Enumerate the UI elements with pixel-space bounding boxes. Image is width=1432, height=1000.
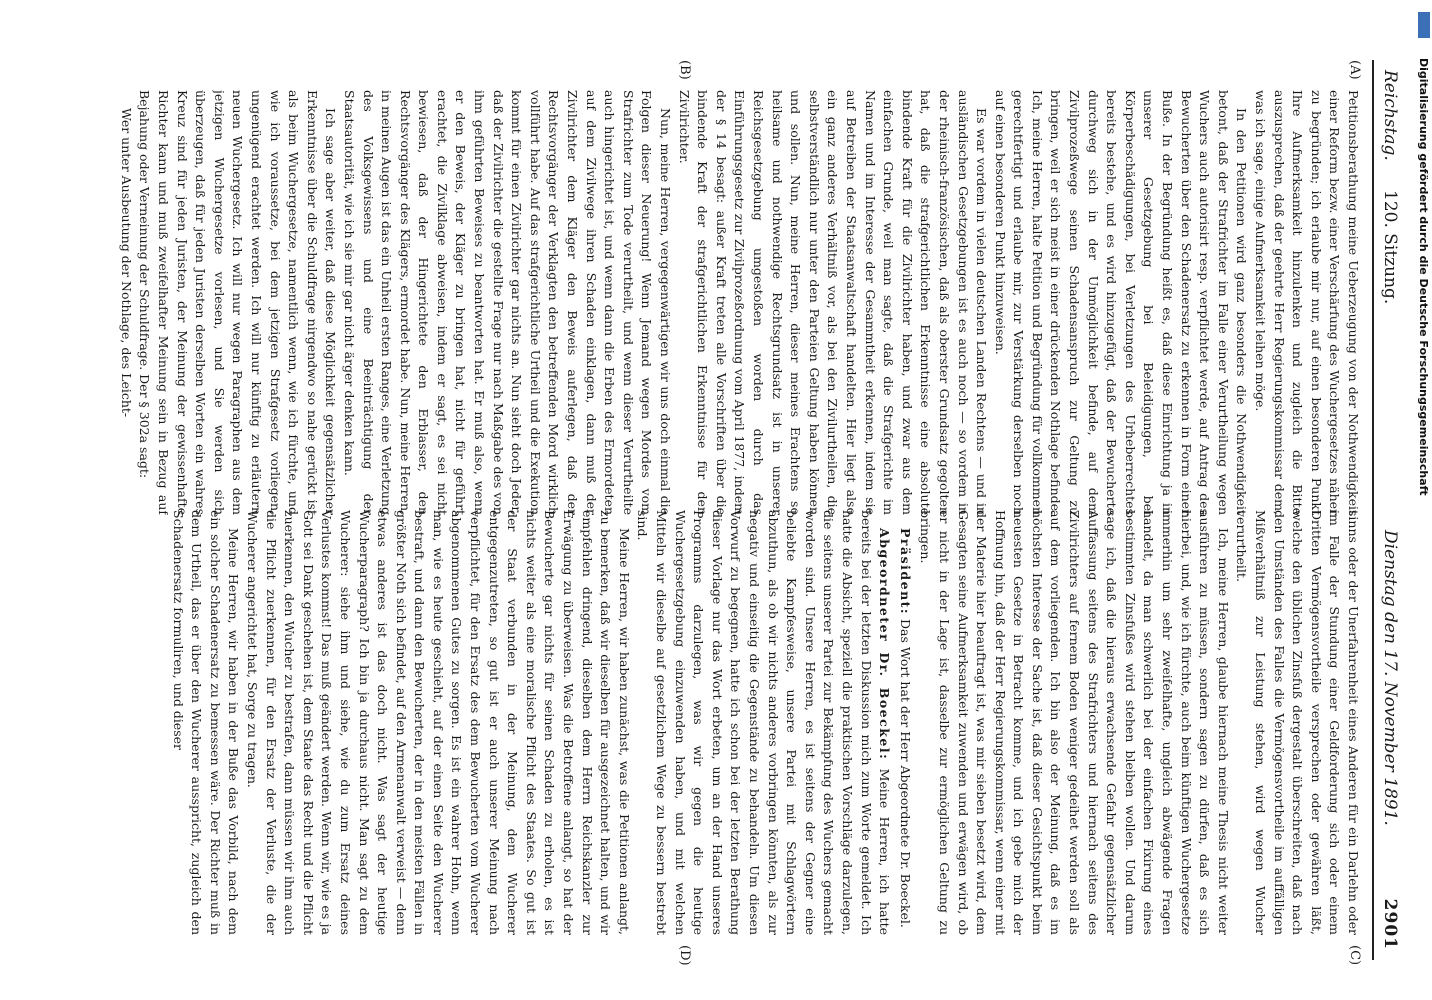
credit-text: Digitalisierung gefördert durch die Deutsche Forschungsgemeinschaft <box>1417 58 1430 496</box>
paragraph-text: Ich sage aber weiter, daß diese Möglichkeit gegensätzlicher Erkenntnisse über die Schuldfrage nirgendwo so nahe gerückt ist als beim Wuchergesetze, namentlich wenn, wie ich fürchte, und wie ich voraussetze, bei dem jetzigen Strafgesetz vorliegen, ungenügend erachtet werden. Ich will nur künftig zu erläutern neuen Wuchergesetz. Ich will nur wegen Paragraphen aus dem jetzigen Wuchergesetze vorlesen, und Sie werden sich überzeugen, daß für jeden Juristen derselben Worten ein wahres Kreuz sind für jeden Juristen, der Meinung der gewissenhafte Richter kann und muß zweifelhafter Meinung sein in Bezug auf Bejahung oder Verneinung der Schuldfrage. Der § 302a sagt: <box>137 90 339 515</box>
margin-mark-d: (D) <box>677 945 692 966</box>
paragraph <box>990 90 1250 515</box>
speaker-name: Präsident: <box>897 528 913 616</box>
paragraph <box>1250 90 1362 515</box>
paragraph <box>242 510 632 935</box>
margin-mark-b: (B) <box>677 60 692 80</box>
left-text-column <box>32 90 1362 515</box>
margin-mark-c: (C) <box>1347 945 1362 966</box>
speaker-name: Abgeordneter Dr. Boeckel: <box>877 528 893 761</box>
paragraph <box>116 90 135 515</box>
header-date: Dienstag den 17. November 1891. <box>1380 530 1400 826</box>
paragraph <box>339 90 674 515</box>
paragraph-text: Meine Herren, wir haben zunächst, was die Petitionen anlangt, zu bemerken, daß wir dieselben für ausgezeichnet halten, und wir empfehlen dringend, dieselben dem Herrn Reichskanzler zur Erwägung zu überweisen. Was die Betroffene anlangt, so hat der Bewucherte gar nichts für seinen Schaden zu erholen, es ist nichts weiter als eine moralische Pflicht des Staates. So gut ist der Staat verbunden in der Meinung, dem Wucherer entgegenzutreten, so gut ist er auch unserer Meinung nach verpflichtet, für den Ersatz des dem Bewucherten vom Wucherer abgenommenen Gutes zu sorgen. Es ist ein wahrer Hohn, wenn man, wie es heute geschieht, auf der einen Seite den Wucherer bestraft, und dann den Bewucherten, der in den meisten Fällen in größter Noth sich befindet, auf den Armenanwalt verweist — denn etwas anderes ist das doch nicht. Was sagt der heutige Wucherparagraph? Ich bin ja durchaus nicht. Man sagt zu dem Wucherer: siehe ihm und siehe, wie du zum Ersatz deines Verlustes kommst! Das muß geändert werden. Wenn wir, wie es ja Gott sei Dank geschehen ist, dem Staate das Recht und die Pflicht zuerkennen, den Wucher zu bestrafen, dann müssen wir ihm auch die Pflicht zuerkennen, für den Ersatz der Verluste, die der Wucherer angerichtet hat, Sorge zu tragen. <box>244 510 632 935</box>
header-publication: Reichstag. <box>1380 70 1400 161</box>
paragraph-text: Ich, meine Herren, glaube hiernach meine Thesis nicht weiter ausführen zu müssen, sondern sagen zu dürfen, daß es sich hierbei, und, wie ich fürchte, auch beim künftigen Wuchergesetze immerhin um sehr zweifelhafte, ungleich abwägende Fragen handelt, da man schwerlich bei der einfachen Fixirung eines bestimmten Zinsfußes wird stehen bleiben wollen. Und darum sage ich, daß die hieraus erwachsende Gefahr gegensätzlicher Auffassung seitens des Strafrichters und hiernach seitens des Zivilrichters auf fernem Boden weniger gedeihet werden soll als auf dem vorliegenden. Ich bin also der Meinung, daß es im höchsten Interesse der Sache ist, daß dieser Gesichtspunkt beim neuesten Gesetze in Betracht komme, und ich gebe mich der Hoffnung hin, daß der Herr Regierungskommissar, wenn einer mit der Materie hier beauftragt ist, was mir sieben besetzt wird, dem Gesagten seine Aufmerksamkeit zuwenden und erwägen wird, ob er nicht in der Lage ist, dasselbe zur ermöglichen Geltung zu bringen. <box>918 510 1231 935</box>
digitization-credit <box>1416 10 1432 990</box>
paragraph-text: Das Wort hat der Herr Abgeordnete Dr. Boeckel. <box>897 619 913 928</box>
paragraph <box>1232 510 1362 935</box>
paragraph <box>633 510 893 935</box>
page-header <box>1372 60 1402 960</box>
paragraph <box>674 90 990 515</box>
paragraph <box>916 510 1232 935</box>
paragraph <box>135 90 340 515</box>
paragraph-text: sinns oder der Unerfahrenheit eines Anderen für ein Darlehn oder im Falle der Stundung einer Geldforderung sich oder einem Dritten Vermögensvortheile versprechen oder gewähren läßt, welche den üblichen Zinsfuß dergestalt überschreiten, daß nach den Umständen des Falles die Vermögensvortheile im auffälligen Mißverhältniß zur Leistung stehen, wird wegen Wucher verurtheilt. <box>1234 510 1361 935</box>
header-session: 120. Sitzung. <box>1380 190 1400 305</box>
header-page-number: 2901 <box>1380 898 1400 950</box>
paragraph-text: Wer unter Ausbeutung der Nothlage, des Leicht- <box>118 108 134 418</box>
paragraph-text: Es war vordem in vielen deutschen Landen Rechtens — und in ausländischen Gesetzgebungen ist es auch noch — so vordem in der rheinisch-französischen, daß als oberster Grundsatz gegolten hat, daß die strafgerichtlichen Erkenntnisse eine absolute bindende Kraft für die Zivilrichter haben, und zwar aus dem einfachen Grunde, weil man sagte, daß die Strafgerichte im Namen und im Interesse der Gesammtheit erkennen, indem sie auf Betreiben der Staatsanwaltschaft handelten. Hier liegt also ein ganz anderes Verhältniß vor, als bei den Zivilurtheilen, die selbstverständlich nur unter den Parteien Geltung haben können und sollen. Nun, meine Herren, dieser meines Erachtens so heilsame und nothwendige Rechtsgrundsatz ist in unserer Reichsgesetzgebung umgestoßen worden durch das Einführungsgesetz zur Zivilprozeßordnung vom April 1877, indem der § 14 besagt: außer Kraft treten alle Vorschriften über die bindende Kraft der strafgerichtlichen Erkenntnisse für den Zivilrichter. <box>676 90 990 515</box>
paragraph-text: In den Petitionen wird ganz besonders die Nothwendigkeit betont, daß der Strafrichter im Falle einer Verurtheilung wegen Wuchers auch autorisirt resp. verpflichtet werde, auf Antrag des Bewucherten über den Schadenersatz zu erkennen in Form einer Buße. In der Begründung heißt es, daß diese Einrichtung ja in unserer Gesetzgebung bei Beleidigungen, bei Körperbeschädigungen, bei Verletzungen des Urheberrechtes bereits bestehe, und es wird hinzugefügt, daß der Bewucherte durchweg sich in der Unmöglichkeit befinde, auf dem Zivilprozeßwege seinen Schadensanspruch zur Geltung zu bringen, weil er sich meist in einer drückenden Nothlage befinde. Ich, meine Herren, halte Petition und Begründung für vollkommen gerechtfertigt und erlaube mir, zur Verstärkung derselben noch auf einen besonderen Punkt hinzuweisen. <box>992 90 1250 515</box>
paragraph-text: Nun, meine Herren, vergegenwärtigen wir uns doch einmal die Folgen dieser Neuerung! Wenn Jemand wegen Mordes vom Strafrichter zum Tode verurtheilt, und wenn dieser Verurtheilte auch hingerichtet ist, und wenn dann die Erben des Ermordeten auf dem Zivilwege ihren Schaden einklagen, dann muß der Zivilrichter dem Kläger den Beweis auferlegen, daß der Rechtsvorgänger der Verklagten den betreffenden Mord wirklich vollführt habe. Auf das strafgerichtliche Urtheil und die Exekution kommt für einen Zivilrichter gar nichts an. Nun sieht doch Jeder, daß der Zivilrichter die gestellte Frage nur nach Maßgabe des von ihm geführten Beweises zu beantworten hat. Er muß also, wenn er den Beweis, der Kläger zu bringen hat, nicht für geführt erachtet, die Zivilklage abweisen, indem er sagt, es sei nicht bewiesen, daß der Hingerichtete den Erblasser, den Rechtsvorgänger des Klägers, ermordet habe. Nun, meine Herren, in meinen Augen ist das ein Unheil ersten Ranges, eine Verletzung des Volksgewissens und eine Beeinträchtigung der Staatsautorität, wie ich sie mir gar nicht ärger denken kann. <box>341 90 674 515</box>
paragraph-text: Petitionsberathung meine Ueberzeugung von der Nothwendigkeit einer Reform bezw. einer Verschärfung des Wuchergesetzes näher zu begründen; ich erlaube mir nur, auf einen besonderen Punkt Ihre Aufmerksamkeit hinzulenken und zugleich die Bitte auszusprechen, daß der geehrte Herr Regierungskommissar dem, was ich sage, einige Aufmerksamkeit leihen möge. <box>1253 90 1361 515</box>
paragraph <box>895 510 914 935</box>
paragraph <box>168 510 242 935</box>
paragraph-text: Meine Herren, wir haben in der Buße das Vorbild, nach dem ein solcher Schadenersatz zu bemessen wäre. Der Richter muß in dem Urtheil, das er über den Wucherer ausspricht, zugleich den Schadenersatz formuliren, und dieser <box>170 510 242 935</box>
margin-mark-a: (A) <box>1347 60 1362 80</box>
paragraph-text: Meine Herren, ich hatte bereits bei der letzten Diskussion mich zum Worte gemeldet. Ich hatte die Absicht, speziell die praktischen Vorschläge darzulegen, die seitens unserer Partei zur Bekämpfung des Wuchers gemacht worden sind. Unsere Herren, es ist seitens der Gegner eine beliebte Kampfesweise, unsere Partei mit Schlagwörtern abzuthun, als ob wir nichts anderes vorbringen könnten, als zur negativ und einseitig die Gegenstände zu behandeln. Um diesen Vorwurf zu begegnen, hatte ich schon bei der letzten Berathung dieser Vorlage nur das Wort erbeten, um an der Hand unseres Programms darzulegen, was wir gegen die heutige Wuchergesetzgebung einzuwenden haben, und mit welchen Mitteln wir dieselbe auf gesetzlichem Wege zu bessern bestrebt sind. <box>635 510 893 935</box>
right-text-column <box>32 510 1362 935</box>
